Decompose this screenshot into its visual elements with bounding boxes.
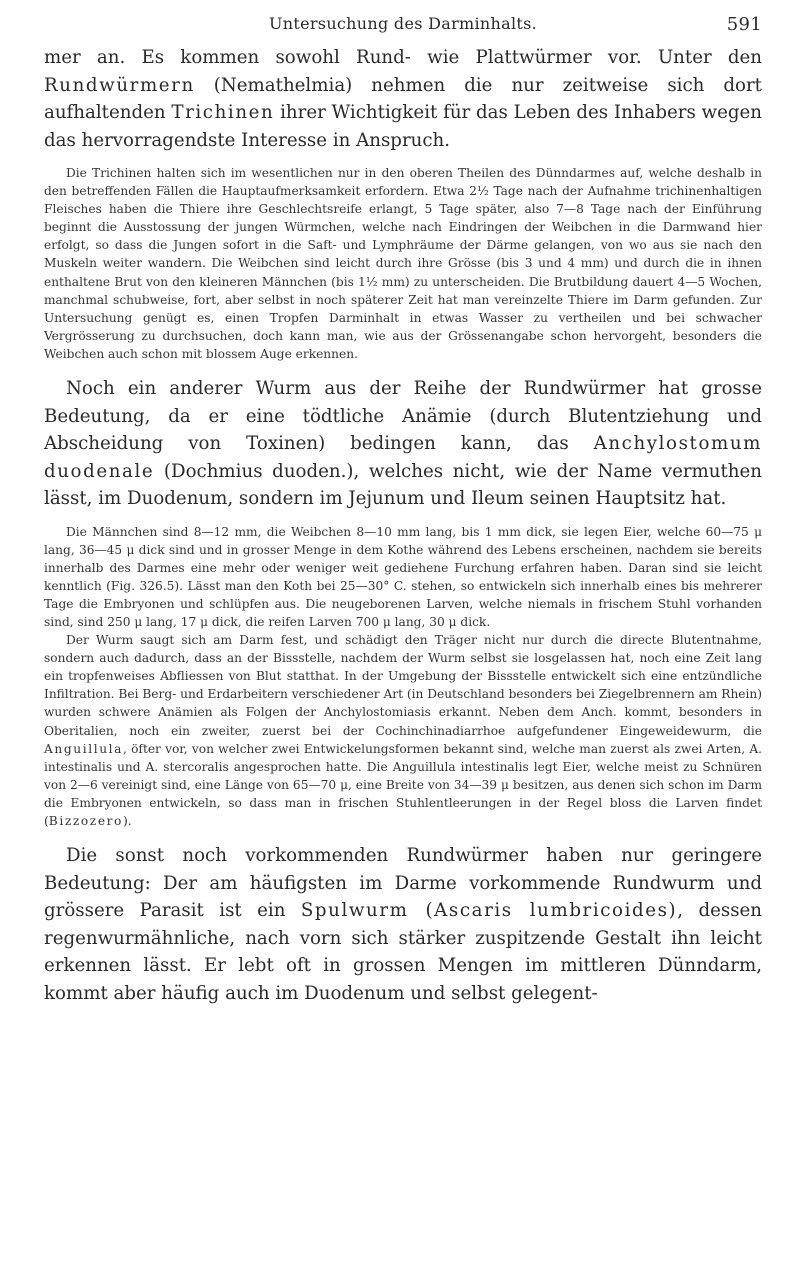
emphasis-trichinen: Trichinen: [171, 102, 275, 123]
paragraph-anchylostomum-eggs: Die Männchen sind 8—12 mm, die Weibchen 8—10 mm lang, bis 1 mm dick, sie legen Eier, welche 60—75 μ lang, 36—45 μ dick sind und in grosser Menge in dem Kothe während des Lebens erscheinen, nachdem sie bereits innerhalb des Darmes eine mehr oder weniger weit gediehene Furchung erfahren haben. Daran sind sie leicht kenntlich (Fig. 326.5). Lässt man den Koth bei 25—30° C. stehen, so entwickeln sich innerhalb eines bis mehrerer Tage die Embryonen und schlüpfen aus. Die neugeborenen Larven, welche niemals in frischem Stuhl vorhanden sind, sind 250 μ lang, 17 μ dick, die reifen Larven 700 μ lang, 30 μ dick.: [44, 524, 762, 629]
page-header: [44, 14, 762, 44]
emphasis-anchylostomum: Anchylostomum duodenale: [44, 433, 762, 482]
paragraph-anchylostomum: [44, 375, 762, 513]
text-run: (Nemathelmia) nehmen die nur zeitweise sich dort aufhaltenden: [44, 74, 762, 123]
running-title: Untersuchung des Darminhalts.: [268, 14, 538, 33]
text-run: Noch ein anderer Wurm aus der Reihe der Rundwürmer hat grosse Bedeutung, da er eine tödtliche Anämie (durch Blutentziehung und Abscheidung von Toxinen) bedingen kann, das: [44, 378, 762, 455]
text-run: mer an. Es kommen sowohl Rund- wie Plattwürmer vor. Unter den: [44, 47, 762, 68]
emphasis-bizzozero: Bizzozero: [48, 814, 123, 829]
emphasis-anguillula: Anguillula: [44, 741, 124, 756]
emphasis-spulwurm: Spulwurm (Ascaris lumbricoides): [300, 900, 678, 922]
text-run: Der Wurm saugt sich am Darm fest, und schädigt den Träger nicht nur durch die directe Blutentnahme, sondern auch dadurch, dass an der Bissstelle, nachdem der Wurm selbst sie losgelassen hat, noch eine Zeit lang ein tropfenweises Abfliessen von Blut statthat. In der Umgebung der Bissstelle entwickelt sich eine entzündliche Infiltration. Bei Berg- und Erdarbeitern verschiedener Art (in Deutschland besonders bei Ziegelbrennern am Rhein) wurden schwere Anämien als Folgen der Anchylostomiasis erkannt. Neben dem Anch. kommt, besonders in Oberitalien, noch ein zweiter, zuerst bei der Cochinchinadiarrhoe aufgefundener Eingeweidewurm, die: [44, 633, 763, 738]
paragraph-intro: [44, 44, 762, 154]
paragraph-trichinen-detail: Die Trichinen halten sich im wesentlichen nur in den oberen Theilen des Dünndarmes auf, welche deshalb in den betreffenden Fällen die Hauptaufmerksamkeit erfordern. Etwa 2½ Tage nach der Aufnahme trichinenhaltigen Fleisches haben die Thiere ihre Geschlechtsreife erlangt, 5 Tage später, also 7—8 Tage nach der Einführung beginnt die Ausstossung der jungen Würmchen, welche nach Eindringen der Weibchen in die Darmwand hier erfolgt, so dass die Jungen sofort in die Saft- und Lymphräume der Därme gelangen, von wo aus sie nach den Muskeln weiter wandern. Die Weibchen sind leicht durch ihre Grösse (bis 3 und 4 mm) und durch die in ihnen enthaltene Brut von den kleineren Männchen (bis 1½ mm) zu unterscheiden. Die Brutbildung dauert 4—5 Wochen, manchmal schubweise, fort, aber selbst in noch späterer Zeit hat man vereinzelte Thiere im Darm gefunden. Zur Untersuchung genügt es, einen Tropfen Darminhalt in etwas Wasser zu vertheilen und bei schwacher Vergrösserung zu durchsuchen, doch kann man, wie aus der Grössenangabe schon hervorgeht, besonders die Weibchen auch schon mit blossem Auge erkennen.: [44, 166, 762, 361]
text-run: (Dochmius duoden.), welches nicht, wie der Name vermuthen lässt, im Duodenum, sondern im Jejunum und Ileum seinen Hauptsitz hat.: [44, 460, 762, 510]
text-run: , dessen regenwurmähnliche, nach vorn sich stärker zuspitzende Gestalt ihn leicht erkennen lässt. Er lebt oft in grossen Mengen im mittleren Dünndarm, kommt aber häufig auch im Duodenum und selbst gelegent-: [44, 900, 763, 1004]
page-number: 591: [726, 14, 762, 35]
text-run: Die sonst noch vorkommenden Rundwürmer haben nur geringere Bedeutung: Der am häufigsten im Darme vorkommende Rundwurm und grössere Parasit ist ein: [44, 845, 762, 922]
text-run: ihrer Wichtigkeit für das Leben des Inhabers wegen das hervorragendste Interesse in Anspruch.: [44, 102, 763, 151]
text-run: , öfter vor, von welcher zwei Entwickelungsformen bekannt sind, welche man zuerst als zwei Arten, A. intestinalis und A. stercoralis angesprochen hatte. Die Anguillula intestinalis legt Eier, welche meist zu Schnüren von 2—6 vereinigt sind, eine Länge von 65—70 μ, eine Breite von 34—39 μ besitzen, aus denen sich schon im Darm die Embryonen entwickeln, so dass man in frischen Stuhlentleerungen in der Regel bloss die Larven findet (: [44, 741, 762, 829]
paragraph-spulwurm: [44, 842, 762, 1007]
paragraph-anguillula: [44, 631, 762, 830]
emphasis-rundwuermer: Rundwürmern: [44, 74, 195, 96]
text-run: ).: [123, 814, 132, 829]
